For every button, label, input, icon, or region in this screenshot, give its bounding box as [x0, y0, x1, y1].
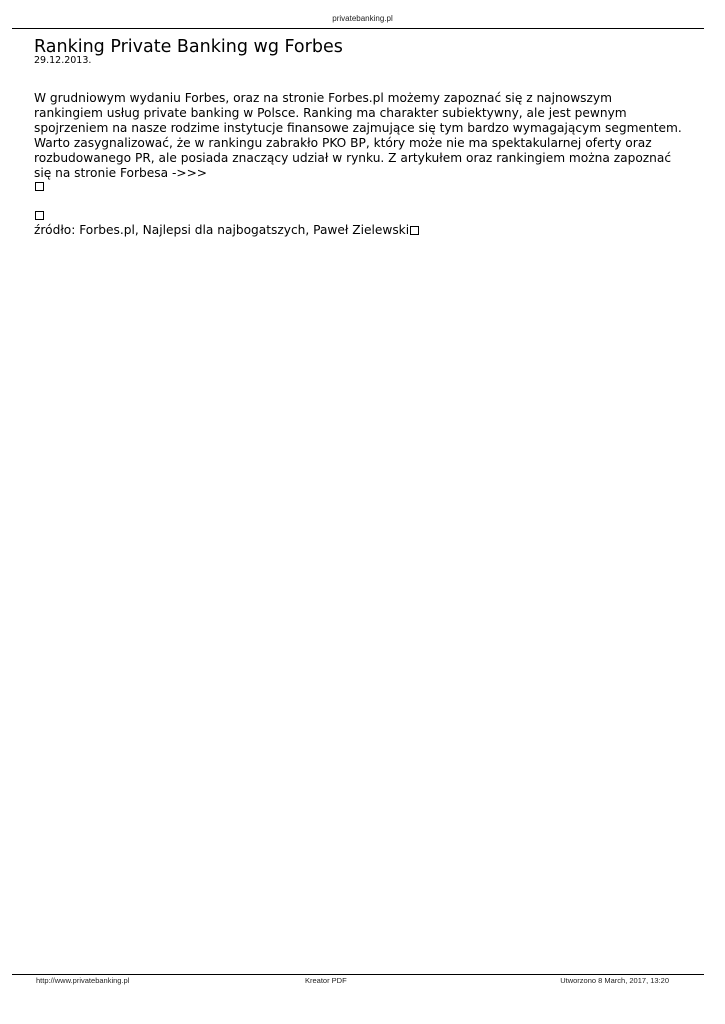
site-header: privatebanking.pl	[332, 14, 393, 23]
body-line: Warto zasygnalizować, że w rankingu zabrakło PKO BP, który może nie ma spektakularnej oferty oraz	[34, 136, 652, 150]
footer-divider	[12, 974, 704, 975]
body-line: rozbudowanego PR, ale posiada znaczący udział w rynku. Z artykułem oraz rankingiem można zapoznać	[34, 151, 672, 165]
article-title: Ranking Private Banking wg Forbes	[34, 37, 343, 57]
missing-image-placeholder-icon	[35, 182, 44, 191]
footer-generator: Kreator PDF	[305, 976, 347, 985]
body-line: spojrzeniem na nasze rodzime instytucje finansowe zajmujące się tym bardzo wymagającym segmentem.	[34, 121, 682, 135]
missing-glyph-icon	[410, 226, 419, 235]
article-date: 29.12.2013.	[34, 55, 92, 66]
body-line: W grudniowym wydaniu Forbes, oraz na stronie Forbes.pl możemy zapoznać się z najnowszym	[34, 91, 613, 105]
footer-url-link[interactable]: http://www.privatebanking.pl	[36, 976, 130, 985]
forbes-link-line[interactable]: się na stronie Forbesa ->>>	[34, 166, 207, 180]
source-citation	[34, 223, 419, 238]
footer-created-timestamp: Utworzono 8 March, 2017, 13:20	[560, 976, 669, 985]
header-divider	[12, 28, 704, 29]
source-text: źródło: Forbes.pl, Najlepsi dla najbogatszych, Paweł Zielewski	[34, 223, 410, 237]
missing-image-placeholder-icon	[35, 211, 44, 220]
article-body	[34, 91, 714, 181]
body-line: rankingiem usług private banking w Polsce. Ranking ma charakter subiektywny, ale jest pewnym	[34, 106, 627, 120]
